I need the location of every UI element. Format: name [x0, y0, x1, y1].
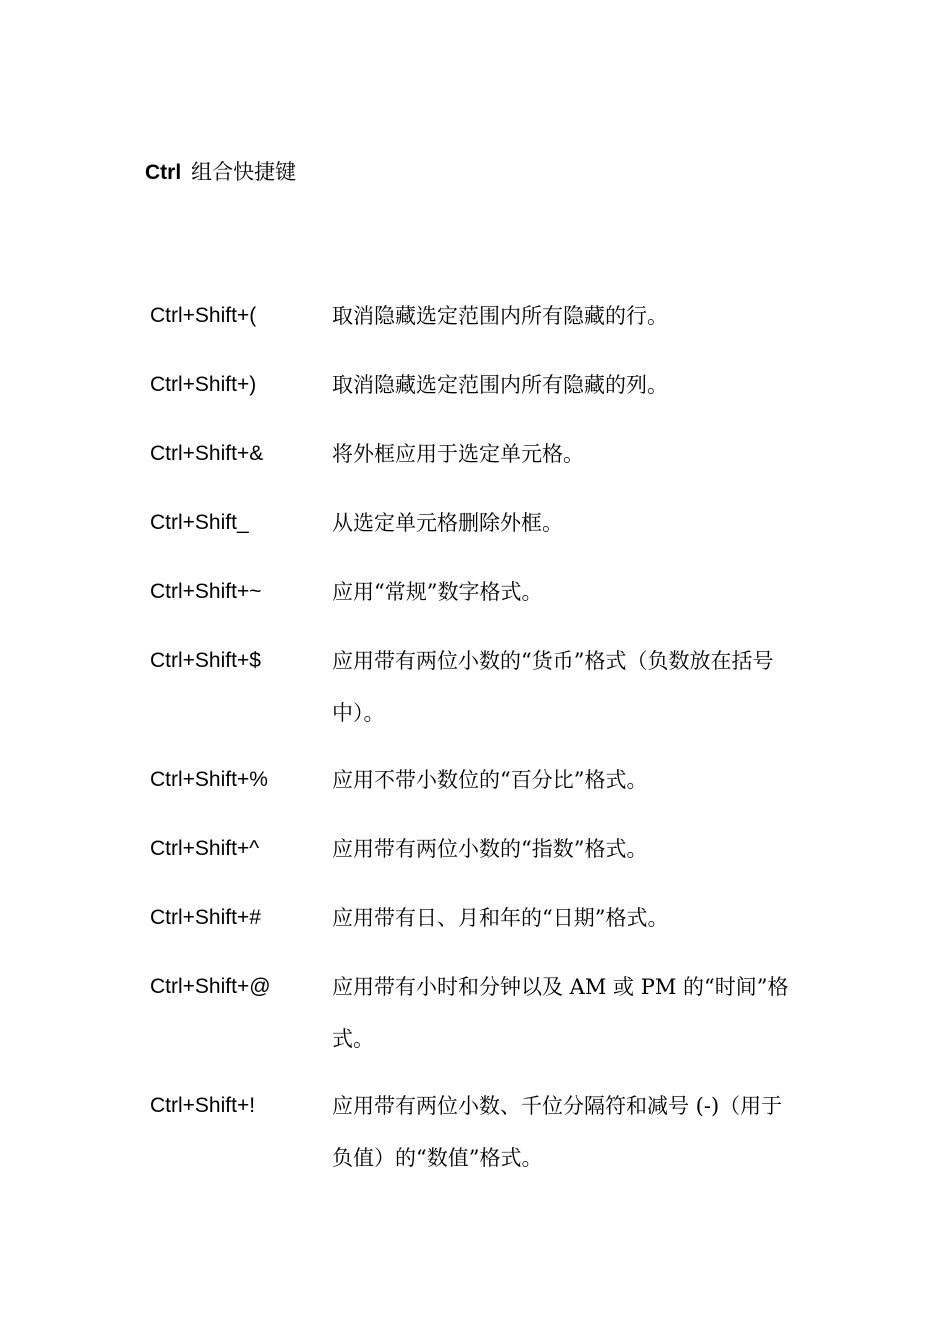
- heading-text: 组合快捷键: [191, 160, 297, 184]
- shortcut-description: 应用带有两位小数、千位分隔符和减号 (-)（用于负值）的“数值”格式。: [332, 1094, 783, 1170]
- shortcut-list: [150, 300, 810, 1209]
- shortcut-row: [150, 1090, 810, 1209]
- shortcut-key: Ctrl+Shift+~: [150, 580, 262, 603]
- shortcut-key: Ctrl+Shift+): [150, 373, 257, 396]
- shortcut-key: Ctrl+Shift+#: [150, 906, 261, 929]
- shortcut-description: 应用不带小数位的“百分比”格式。: [332, 768, 648, 792]
- shortcut-key: Ctrl+Shift+!: [150, 1094, 256, 1117]
- page-heading: [145, 158, 296, 187]
- shortcut-key: Ctrl+Shift+$: [150, 649, 261, 672]
- shortcut-description: 应用带有小时和分钟以及 AM 或 PM 的“时间”格式。: [332, 975, 789, 1051]
- shortcut-description: 取消隐藏选定范围内所有隐藏的行。: [332, 304, 668, 328]
- shortcut-key: Ctrl+Shift+^: [150, 837, 260, 860]
- heading-bold: Ctrl: [145, 161, 182, 184]
- shortcut-key: Ctrl+Shift_: [150, 511, 249, 534]
- shortcut-description: 从选定单元格删除外框。: [332, 511, 563, 535]
- shortcut-description: 应用带有日、月和年的“日期”格式。: [332, 906, 669, 930]
- shortcut-row: [150, 645, 810, 764]
- shortcut-key: Ctrl+Shift+&: [150, 442, 264, 465]
- shortcut-key: Ctrl+Shift+@: [150, 975, 271, 998]
- shortcut-description: 应用带有两位小数的“指数”格式。: [332, 837, 648, 861]
- shortcut-row: [150, 971, 810, 1090]
- shortcut-key: Ctrl+Shift+%: [150, 768, 268, 791]
- shortcut-description: 应用带有两位小数的“货币”格式（负数放在括号中）。: [332, 649, 774, 725]
- shortcut-description: 将外框应用于选定单元格。: [332, 442, 584, 466]
- shortcut-description: 取消隐藏选定范围内所有隐藏的列。: [332, 373, 668, 397]
- shortcut-description: 应用“常规”数字格式。: [332, 580, 543, 604]
- shortcut-key: Ctrl+Shift+(: [150, 304, 257, 327]
